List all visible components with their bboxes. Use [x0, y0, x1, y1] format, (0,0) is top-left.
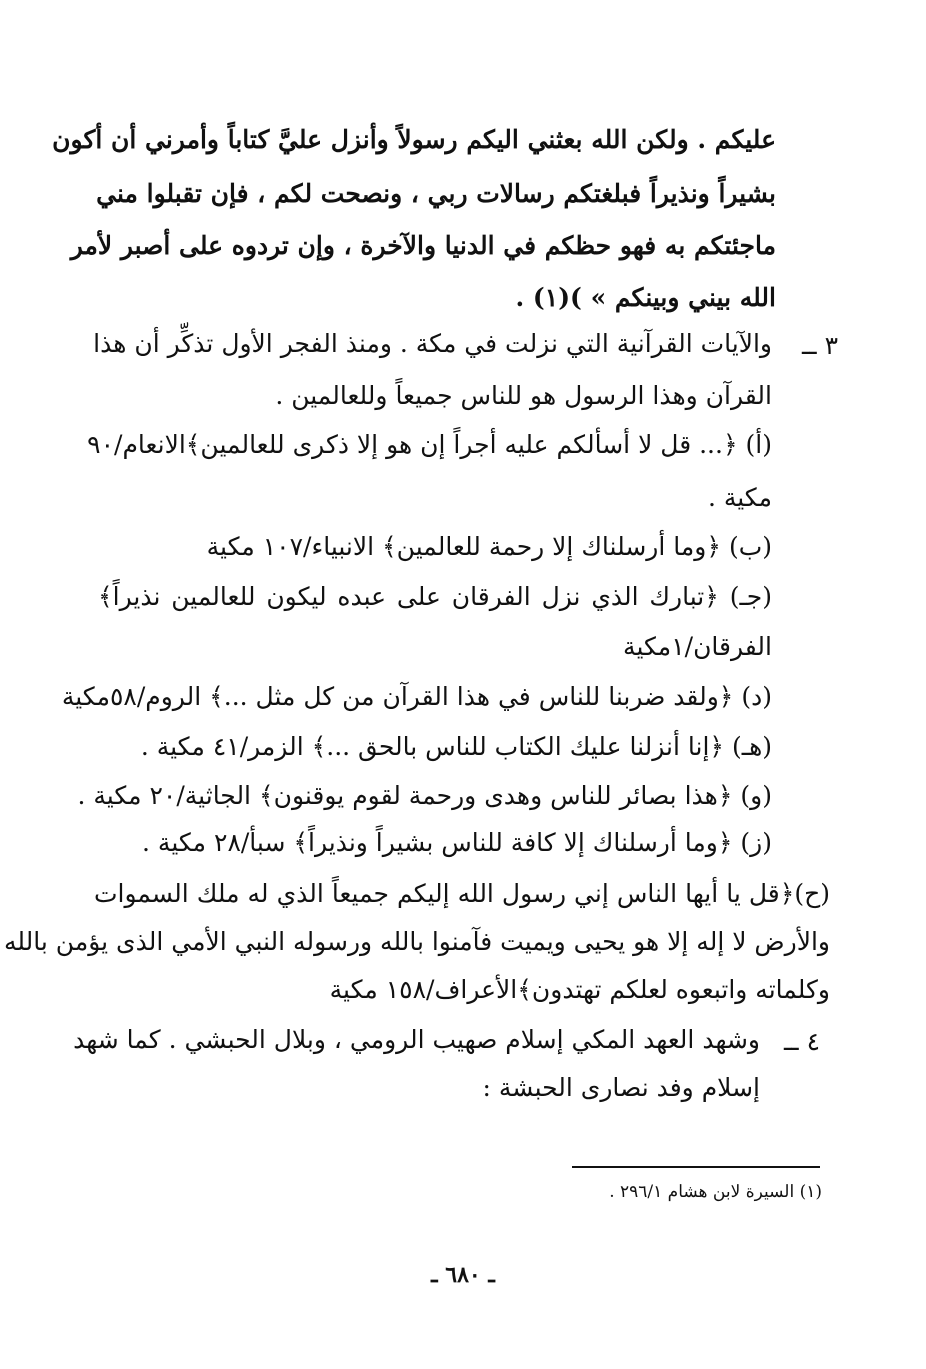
- verse-b: (ب) ﴿وما أرسلناك إلا رحمة للعالمين﴾ الانبياء/١٠٧ مكية: [206, 532, 772, 561]
- intro-line-2: بشيراً ونذيراً فبلغتكم رسالات ربي ، ونصحت لكم ، فإن تقبلوا مني: [96, 179, 776, 208]
- verse-d: (د) ﴿ولقد ضربنا للناس في هذا القرآن من كل مثل ...﴾ الروم/٥٨مكية: [61, 682, 772, 711]
- intro-line-3: ماجئتكم به فهو حظكم في الدنيا والآخرة ، وإن تردوه على أصبر لأمر: [70, 231, 776, 260]
- item-3-line-1: والآيات القرآنية التي نزلت في مكة . ومنذ الفجر الأول تذكِّر أن هذا: [93, 329, 772, 358]
- verse-g: (ز) ﴿وما أرسلناك إلا كافة للناس بشيراً ونذيراً﴾ سبأ/٢٨ مكية .: [142, 828, 772, 857]
- item-3-number: ٣ ــ: [801, 331, 838, 360]
- intro-line-4: الله بيني وبينكم » )(١) .: [515, 283, 776, 312]
- footnote: (١) السيرة لابن هشام ٢٩٦/١ .: [609, 1182, 822, 1202]
- item-4-line-1: وشهد العهد المكي إسلام صهيب الرومي ، وبلال الحبشي . كما شهد: [73, 1025, 760, 1054]
- item-4-line-2: إسلام وفد نصارى الحبشة :: [482, 1073, 760, 1102]
- footnote-divider: [572, 1166, 820, 1168]
- verse-c-line-1: (جـ) ﴿تبارك الذي نزل الفرقان على عبده ليكون للعالمين نذيراً﴾: [98, 582, 772, 611]
- item-3-line-2: القرآن وهذا الرسول هو للناس جميعاً وللعالمين .: [275, 381, 772, 410]
- verse-e: (هـ) ﴿إنا أنزلنا عليك الكتاب للناس بالحق ...﴾ الزمر/٤١ مكية .: [140, 732, 772, 761]
- verse-h-line-2: والأرض لا إله إلا هو يحيى ويميت فآمنوا بالله ورسوله النبي الأمي الذى يؤمن بالله: [3, 927, 830, 956]
- verse-a-line-2: مكية .: [707, 483, 772, 512]
- verse-h-line-1: (ح)﴿قل يا أيها الناس إني رسول الله إليكم جميعاً الذي له ملك السموات: [94, 879, 830, 908]
- verse-h-line-3: وكلماته واتبعوه لعلكم تهتدون﴾الأعراف/١٥٨ مكية: [329, 975, 830, 1004]
- item-4-number: ٤ ــ: [783, 1027, 820, 1056]
- verse-a-line-1: (أ) ﴿... قل لا أسألكم عليه أجراً إن هو إلا ذكرى للعالمين﴾الانعام/٩٠: [87, 430, 772, 459]
- verse-f: (و) ﴿هذا بصائر للناس وهدى ورحمة لقوم يوقنون﴾ الجاثية/٢٠ مكية .: [77, 781, 772, 810]
- verse-c-line-2: الفرقان/١مكية: [623, 632, 772, 661]
- intro-line-1: عليكم . ولكن الله بعثني اليكم رسولاً وأنزل عليَّ كتاباً وأمرني أن أكون: [52, 125, 776, 154]
- page-number: ـ ٦٨٠ ـ: [431, 1262, 495, 1288]
